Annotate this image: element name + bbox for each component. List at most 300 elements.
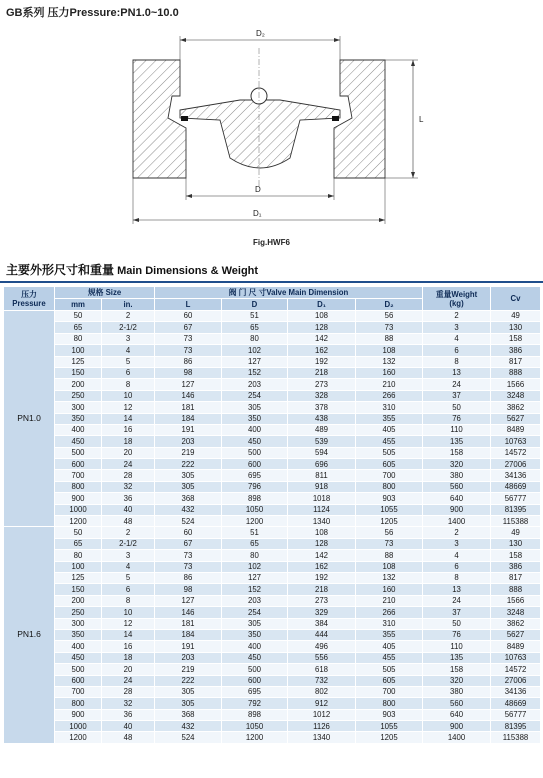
table-cell: 108 — [356, 345, 423, 356]
table-cell: 329 — [288, 607, 356, 618]
table-row — [4, 527, 541, 538]
header-weight-text: 重量Weight (kg) — [435, 289, 478, 308]
table-cell: 5627 — [491, 629, 541, 640]
table-cell: 2-1/2 — [102, 538, 155, 549]
table-cell: 273 — [288, 379, 356, 390]
table-cell: 24 — [102, 459, 155, 470]
table-cell: 158 — [491, 333, 541, 344]
label-d1: D₁ — [253, 209, 262, 218]
table-cell: 50 — [423, 402, 491, 413]
table-cell: 98 — [155, 367, 222, 378]
table-cell: 539 — [288, 436, 356, 447]
table-cell: 40 — [102, 504, 155, 515]
table-cell: 28 — [102, 470, 155, 481]
table-row — [4, 618, 541, 629]
table-cell: 181 — [155, 402, 222, 413]
table-cell: 378 — [288, 402, 356, 413]
table-cell: 1400 — [423, 732, 491, 743]
table-cell: 305 — [222, 618, 288, 629]
table-cell: 60 — [155, 311, 222, 322]
table-cell: 350 — [55, 629, 102, 640]
table-cell: 300 — [55, 618, 102, 629]
table-cell: 900 — [423, 504, 491, 515]
table-cell: 320 — [423, 459, 491, 470]
table-cell: 158 — [423, 664, 491, 675]
table-row — [4, 675, 541, 686]
table-cell: 800 — [356, 481, 423, 492]
table-cell: 898 — [222, 709, 288, 720]
table-cell: 618 — [288, 664, 356, 675]
table-cell: 203 — [222, 379, 288, 390]
table-cell: 67 — [155, 322, 222, 333]
table-row — [4, 629, 541, 640]
table-cell: 4 — [102, 561, 155, 572]
header-main-dimension: 阀 门 尺 寸Valve Main Dimension — [155, 287, 423, 299]
table-cell: 405 — [356, 641, 423, 652]
table-cell: 108 — [288, 311, 356, 322]
table-cell: 73 — [155, 550, 222, 561]
table-cell: 489 — [288, 424, 356, 435]
header-cv: Cv — [491, 287, 541, 311]
table-row — [4, 572, 541, 583]
table-cell: 903 — [356, 493, 423, 504]
table-cell: 86 — [155, 356, 222, 367]
table-cell: 386 — [491, 561, 541, 572]
table-cell: 6 — [423, 345, 491, 356]
table-cell: 817 — [491, 356, 541, 367]
table-cell: 2-1/2 — [102, 322, 155, 333]
table-cell: 600 — [55, 459, 102, 470]
table-cell: 1124 — [288, 504, 356, 515]
table-cell: 505 — [356, 664, 423, 675]
table-cell: 32 — [102, 698, 155, 709]
table-cell: 900 — [55, 493, 102, 504]
table-cell: 56777 — [491, 493, 541, 504]
table-cell: 24 — [423, 595, 491, 606]
table-cell: 350 — [222, 629, 288, 640]
table-cell: 130 — [491, 322, 541, 333]
table-cell: 888 — [491, 367, 541, 378]
table-cell: 2 — [423, 311, 491, 322]
table-cell: 800 — [356, 698, 423, 709]
table-cell: 128 — [288, 322, 356, 333]
table-cell: 792 — [222, 698, 288, 709]
table-cell: 250 — [55, 390, 102, 401]
table-cell: 181 — [155, 618, 222, 629]
table-cell: 10763 — [491, 436, 541, 447]
section-title-cn: 主要外形尺寸和重量 — [6, 263, 115, 277]
table-cell: 640 — [423, 493, 491, 504]
table-row — [4, 413, 541, 424]
table-cell: 14572 — [491, 447, 541, 458]
table-cell: 20 — [102, 664, 155, 675]
table-cell: 500 — [55, 664, 102, 675]
table-cell: 28 — [102, 686, 155, 697]
table-cell: 162 — [288, 561, 356, 572]
table-cell: 350 — [222, 413, 288, 424]
table-row — [4, 367, 541, 378]
table-cell: 65 — [222, 538, 288, 549]
table-cell: 51 — [222, 311, 288, 322]
table-cell: 12 — [102, 402, 155, 413]
table-cell: 49 — [491, 527, 541, 538]
table-cell: 191 — [155, 424, 222, 435]
table-cell: 10763 — [491, 652, 541, 663]
table-cell: 81395 — [491, 504, 541, 515]
table-cell: 320 — [423, 675, 491, 686]
table-cell: 222 — [155, 675, 222, 686]
table-cell: 65 — [222, 322, 288, 333]
table-cell: 24 — [102, 675, 155, 686]
table-cell: 605 — [356, 459, 423, 470]
table-row — [4, 584, 541, 595]
table-cell: 73 — [356, 322, 423, 333]
table-cell: 800 — [55, 481, 102, 492]
table-row — [4, 721, 541, 732]
table-cell: 18 — [102, 436, 155, 447]
table-cell: 14572 — [491, 664, 541, 675]
table-cell: 700 — [55, 686, 102, 697]
table-cell: 700 — [356, 686, 423, 697]
table-cell: 4 — [423, 550, 491, 561]
table-cell: 888 — [491, 584, 541, 595]
table-cell: 10 — [102, 607, 155, 618]
table-cell: 556 — [288, 652, 356, 663]
table-cell: 432 — [155, 721, 222, 732]
table-cell: 20 — [102, 447, 155, 458]
table-cell: 135 — [423, 652, 491, 663]
table-cell: 817 — [491, 572, 541, 583]
table-cell: 219 — [155, 664, 222, 675]
table-cell: 386 — [491, 345, 541, 356]
table-cell: 400 — [55, 424, 102, 435]
table-cell: 3 — [102, 333, 155, 344]
table-cell: 88 — [356, 550, 423, 561]
table-cell: 108 — [356, 561, 423, 572]
table-cell: 305 — [155, 481, 222, 492]
table-cell: 80 — [222, 333, 288, 344]
header-d1: D₁ — [288, 299, 356, 311]
table-cell: 8489 — [491, 424, 541, 435]
table-row — [4, 641, 541, 652]
table-row — [4, 504, 541, 515]
label-l: L — [419, 115, 424, 124]
table-cell: 6 — [423, 561, 491, 572]
table-cell: 73 — [155, 561, 222, 572]
table-cell: 3 — [102, 550, 155, 561]
table-cell: 127 — [222, 356, 288, 367]
table-cell: 400 — [55, 641, 102, 652]
table-cell: 8 — [423, 572, 491, 583]
table-row — [4, 402, 541, 413]
table-cell: 300 — [55, 402, 102, 413]
table-cell: 3248 — [491, 607, 541, 618]
table-cell: 128 — [288, 538, 356, 549]
table-cell: 76 — [423, 413, 491, 424]
table-cell: 4 — [102, 345, 155, 356]
table-cell: 254 — [222, 607, 288, 618]
table-cell: 158 — [491, 550, 541, 561]
table-cell: 305 — [155, 686, 222, 697]
table-cell: 127 — [155, 379, 222, 390]
table-cell: 2 — [102, 527, 155, 538]
table-cell: 80 — [55, 333, 102, 344]
table-cell: 1050 — [222, 504, 288, 515]
table-cell: 98 — [155, 584, 222, 595]
table-cell: 1200 — [55, 516, 102, 527]
table-cell: 184 — [155, 629, 222, 640]
table-cell: 560 — [423, 481, 491, 492]
table-cell: 203 — [155, 652, 222, 663]
label-d: D — [255, 185, 261, 194]
table-cell: 1200 — [55, 732, 102, 743]
table-cell: 1018 — [288, 493, 356, 504]
table-cell: 86 — [155, 572, 222, 583]
table-cell: 898 — [222, 493, 288, 504]
table-cell: 496 — [288, 641, 356, 652]
table-cell: 438 — [288, 413, 356, 424]
table-cell: 524 — [155, 732, 222, 743]
table-cell: 802 — [288, 686, 356, 697]
table-cell: 1340 — [288, 516, 356, 527]
table-cell: 600 — [222, 675, 288, 686]
table-cell: 254 — [222, 390, 288, 401]
table-cell: 6 — [102, 367, 155, 378]
table-cell: 32 — [102, 481, 155, 492]
table-cell: 110 — [423, 641, 491, 652]
table-cell: 76 — [423, 629, 491, 640]
table-cell: 8 — [102, 379, 155, 390]
table-cell: 1055 — [356, 504, 423, 515]
table-cell: 250 — [55, 607, 102, 618]
table-cell: 218 — [288, 584, 356, 595]
table-cell: 1205 — [356, 732, 423, 743]
table-cell: 150 — [55, 584, 102, 595]
table-cell: 380 — [423, 686, 491, 697]
table-cell: 50 — [423, 618, 491, 629]
table-cell: 115388 — [491, 732, 541, 743]
table-cell: 8489 — [491, 641, 541, 652]
table-cell: 73 — [155, 333, 222, 344]
table-row — [4, 470, 541, 481]
table-cell: 605 — [356, 675, 423, 686]
table-cell: 160 — [356, 367, 423, 378]
table-row — [4, 538, 541, 549]
table-row — [4, 356, 541, 367]
table-cell: 6 — [102, 584, 155, 595]
table-cell: 222 — [155, 459, 222, 470]
table-cell: 40 — [102, 721, 155, 732]
table-row — [4, 664, 541, 675]
table-cell: 80 — [55, 550, 102, 561]
table-row — [4, 709, 541, 720]
table-cell: 1566 — [491, 379, 541, 390]
table-cell: 4 — [423, 333, 491, 344]
table-cell: 16 — [102, 424, 155, 435]
figure-caption: Fig.HWF6 — [253, 238, 290, 247]
table-row — [4, 652, 541, 663]
table-cell: 328 — [288, 390, 356, 401]
table-cell: 65 — [55, 322, 102, 333]
table-cell: 903 — [356, 709, 423, 720]
table-cell: 102 — [222, 345, 288, 356]
table-cell: 27006 — [491, 675, 541, 686]
table-cell: 912 — [288, 698, 356, 709]
table-cell: 1200 — [222, 732, 288, 743]
table-cell: 56777 — [491, 709, 541, 720]
table-cell: 184 — [155, 413, 222, 424]
pressure-class-cell: PN1.6 — [4, 527, 55, 743]
table-cell: 56 — [356, 311, 423, 322]
valve-cross-section-drawing — [0, 18, 543, 250]
table-cell: 3 — [423, 538, 491, 549]
table-row — [4, 390, 541, 401]
table-row — [4, 345, 541, 356]
table-cell: 130 — [491, 538, 541, 549]
table-cell: 3 — [423, 322, 491, 333]
table-cell: 200 — [55, 595, 102, 606]
table-row — [4, 493, 541, 504]
table-cell: 218 — [288, 367, 356, 378]
table-cell: 125 — [55, 572, 102, 583]
table-cell: 305 — [155, 470, 222, 481]
table-row — [4, 311, 541, 322]
table-cell: 203 — [222, 595, 288, 606]
table-cell: 355 — [356, 629, 423, 640]
table-cell: 142 — [288, 550, 356, 561]
table-row — [4, 732, 541, 743]
table-cell: 73 — [356, 538, 423, 549]
table-cell: 162 — [288, 345, 356, 356]
table-cell: 455 — [356, 436, 423, 447]
table-row — [4, 561, 541, 572]
table-cell: 266 — [356, 607, 423, 618]
table-cell: 100 — [55, 345, 102, 356]
table-cell: 203 — [155, 436, 222, 447]
header-in: in. — [102, 299, 155, 311]
table-cell: 455 — [356, 652, 423, 663]
table-cell: 127 — [155, 595, 222, 606]
table-cell: 1012 — [288, 709, 356, 720]
header-pressure-text: 压力 Pressure — [12, 289, 46, 308]
table-cell: 81395 — [491, 721, 541, 732]
header-mm: mm — [55, 299, 102, 311]
table-cell: 16 — [102, 641, 155, 652]
table-cell: 132 — [356, 356, 423, 367]
table-cell: 400 — [222, 641, 288, 652]
table-cell: 500 — [55, 447, 102, 458]
table-cell: 65 — [55, 538, 102, 549]
table-cell: 305 — [222, 402, 288, 413]
table-cell: 700 — [356, 470, 423, 481]
table-cell: 3248 — [491, 390, 541, 401]
table-cell: 56 — [356, 527, 423, 538]
table-cell: 48669 — [491, 698, 541, 709]
table-cell: 50 — [55, 311, 102, 322]
table-cell: 1126 — [288, 721, 356, 732]
table-cell: 49 — [491, 311, 541, 322]
table-cell: 700 — [55, 470, 102, 481]
table-row — [4, 447, 541, 458]
table-cell: 80 — [222, 550, 288, 561]
section-title — [6, 261, 258, 278]
header-weight — [423, 287, 491, 311]
table-cell: 158 — [423, 447, 491, 458]
table-cell: 368 — [155, 709, 222, 720]
table-cell: 266 — [356, 390, 423, 401]
table-cell: 310 — [356, 618, 423, 629]
table-cell: 405 — [356, 424, 423, 435]
section-title-en: Main Dimensions & Weight — [117, 265, 259, 277]
table-cell: 108 — [288, 527, 356, 538]
table-cell: 8 — [423, 356, 491, 367]
table-cell: 102 — [222, 561, 288, 572]
table-cell: 1055 — [356, 721, 423, 732]
table-cell: 210 — [356, 379, 423, 390]
table-cell: 368 — [155, 493, 222, 504]
table-cell: 5 — [102, 572, 155, 583]
table-cell: 5 — [102, 356, 155, 367]
table-cell: 100 — [55, 561, 102, 572]
table-cell: 115388 — [491, 516, 541, 527]
table-cell: 34136 — [491, 470, 541, 481]
table-cell: 8 — [102, 595, 155, 606]
table-cell: 1000 — [55, 504, 102, 515]
table-cell: 900 — [423, 721, 491, 732]
table-row — [4, 686, 541, 697]
table-cell: 37 — [423, 607, 491, 618]
table-row — [4, 481, 541, 492]
table-cell: 350 — [55, 413, 102, 424]
table-cell: 3862 — [491, 402, 541, 413]
table-cell: 150 — [55, 367, 102, 378]
table-cell: 600 — [222, 459, 288, 470]
table-cell: 125 — [55, 356, 102, 367]
table-cell: 444 — [288, 629, 356, 640]
table-cell: 1200 — [222, 516, 288, 527]
table-cell: 88 — [356, 333, 423, 344]
table-cell: 560 — [423, 698, 491, 709]
table-body — [4, 311, 541, 744]
table-cell: 36 — [102, 493, 155, 504]
table-cell: 146 — [155, 390, 222, 401]
table-cell: 60 — [155, 527, 222, 538]
page-title: GB系列 压力Pressure:PN1.0~10.0 — [6, 7, 179, 19]
table-cell: 14 — [102, 413, 155, 424]
table-cell: 355 — [356, 413, 423, 424]
dimensions-table — [3, 286, 541, 744]
label-d2: D₂ — [256, 29, 265, 38]
table-row — [4, 379, 541, 390]
table-cell: 918 — [288, 481, 356, 492]
table-cell: 110 — [423, 424, 491, 435]
table-cell: 1400 — [423, 516, 491, 527]
table-cell: 400 — [222, 424, 288, 435]
table-cell: 67 — [155, 538, 222, 549]
table-cell: 37 — [423, 390, 491, 401]
table-row — [4, 595, 541, 606]
table-cell: 48 — [102, 732, 155, 743]
table-cell: 152 — [222, 367, 288, 378]
table-cell: 640 — [423, 709, 491, 720]
table-cell: 450 — [222, 652, 288, 663]
table-cell: 1050 — [222, 721, 288, 732]
table-cell: 2 — [102, 311, 155, 322]
table-cell: 450 — [55, 652, 102, 663]
table-cell: 796 — [222, 481, 288, 492]
table-cell: 695 — [222, 686, 288, 697]
table-cell: 505 — [356, 447, 423, 458]
